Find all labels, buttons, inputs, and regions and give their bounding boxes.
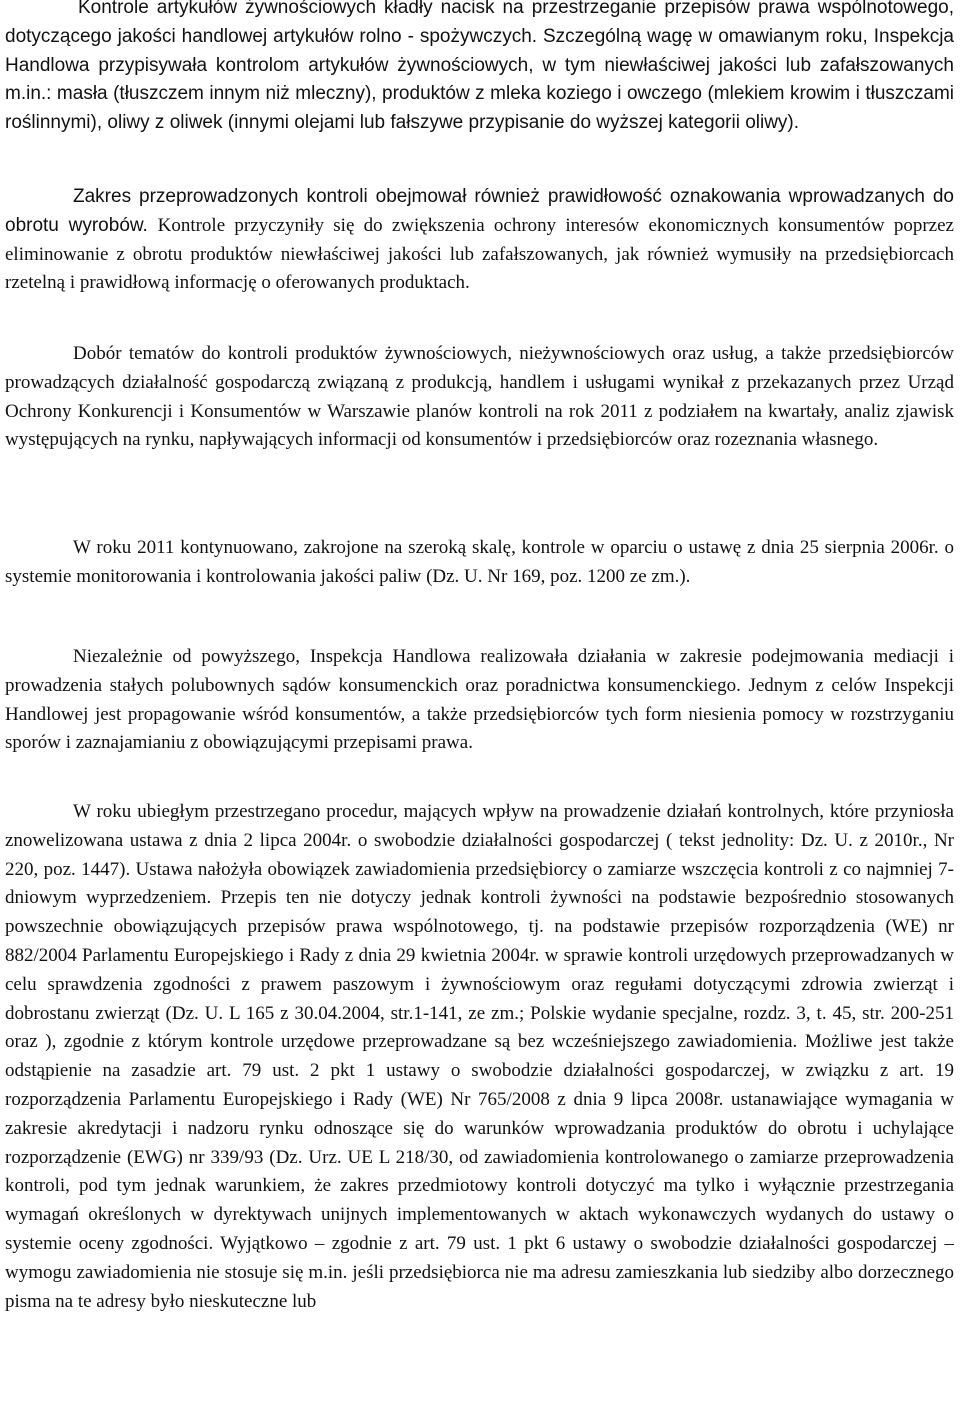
paragraph-food-inspection: [5, 0, 954, 138]
paragraph-fuel-quality: [5, 534, 954, 592]
paragraph-text: Kontrole przyczyniły się do zwiększenia ochrony interesów ekonomicznych konsumentów poprzez eliminowanie z obrotu produktów niewłaściwej jakości lub zafałszowanych, jak również wymusiły na przedsiębiorcach rzetelną i prawidłową informację o oferowanych produktach.: [5, 214, 954, 294]
paragraph-topic-selection: [5, 340, 954, 455]
paragraph-text: Kontrole artykułów żywnościowych kładły nacisk na przestrzeganie przepisów prawa wspólnotowego, dotyczącego jakości handlowej artykułów rolno - spożywczych. Szczególną wagę w omawianym roku, Inspekcja Handlowa przypisywała kontrolom artykułów żywnościowych, w tym niewłaściwej jakości lub zafałszowanych m.in.: masła (tłuszczem innym niż mleczny), produktów z mleka koziego i owczego (mlekiem krowim i tłuszczami roślinnymi), oliwy z oliwek (innymi olejami lub fałszywe przypisanie do wyższej kategorii oliwy).: [5, 0, 954, 134]
paragraph-text: Niezależnie od powyższego, Inspekcja Handlowa realizowała działania w zakresie podejmowania mediacji i prowadzenia stałych polubownych sądów konsumenckich oraz poradnictwa konsumenckiego. Jednym z celów Inspekcji Handlowej jest propagowanie wśród konsumentów, a także przedsiębiorców tych form niesienia pomocy w rozstrzyganiu sporów i zaznajamianiu z obowiązującymi przepisami prawa.: [5, 646, 954, 754]
paragraph-text: Zakres przeprowadzonych kontroli obejmował również prawidłowość oznakowania wprowadzanych do obrotu wyrobów.: [5, 186, 954, 236]
paragraph-text: W roku 2011 kontynuowano, zakrojone na szeroką skalę, kontrole w oparciu o ustawę z dnia 25 sierpnia 2006r. o systemie monitorowania i kontrolowania jakości paliw (Dz. U. Nr 169, poz. 1200 ze zm.).: [5, 537, 954, 587]
paragraph-procedures: [5, 798, 954, 1316]
paragraph-mediation: [5, 643, 954, 758]
paragraph-labeling-scope: [5, 183, 954, 298]
paragraph-text: Dobór tematów do kontroli produktów żywnościowych, nieżywnościowych oraz usług, a także przedsiębiorców prowadzących działalność gospodarczą związaną z produkcją, handlem i usługami wynikał z przekazanych przez Urząd Ochrony Konkurencji i Konsumentów w Warszawie planów kontroli na rok 2011 z podziałem na kwartały, analiz zjawisk występujących na rynku, napływających informacji od konsumentów i przedsiębiorców oraz rozeznania własnego.: [5, 343, 954, 451]
paragraph-text: W roku ubiegłym przestrzegano procedur, mających wpływ na prowadzenie działań kontrolnych, które przyniosła znowelizowana ustawa z dnia 2 lipca 2004r. o swobodzie działalności gospodarczej ( tekst jednolity: Dz. U. z 2010r., Nr 220, poz. 1447). Ustawa nałożyła obowiązek zawiadomienia przedsiębiorcy o zamiarze wszczęcia kontroli z co najmniej 7-dniowym wyprzedzeniem. Przepis ten nie dotyczy jednak kontroli żywności na podstawie bezpośrednio stosowanych powszechnie obowiązujących przepisów prawa wspólnotowego, tj. na podstawie przepisów rozporządzenia (WE) nr 882/2004 Parlamentu Europejskiego i Rady z dnia 29 kwietnia 2004r. w sprawie kontroli urzędowych przeprowadzanych w celu sprawdzenia zgodności z prawem paszowym i żywnościowym oraz regułami dotyczącymi zdrowia zwierząt i dobrostanu zwierząt (Dz. U. L 165 z 30.04.2004, str.1-141, ze zm.; Polskie wydanie specjalne, rozdz. 3, t. 45, str. 200-251 oraz ), zgodnie z którym kontrole urzędowe przeprowadzane są bez wcześniejszego zawiadomienia. Możliwe jest także odstąpienie na zasadzie art. 79 ust. 2 pkt 1 ustawy o swobodzie działalności gospodarczej, w związku z art. 19 rozporządzenia Parlamentu Europejskiego i Rady (WE) Nr 765/2008 z dnia 9 lipca 2008r. ustanawiające wymagania w zakresie akredytacji i nadzoru rynku odnoszące się do warunków wprowadzania produktów do obrotu i uchylające rozporządzenie (EWG) nr 339/93 (Dz. Urz. UE L 218/30, od zawiadomienia kontrolowanego o zamiarze przeprowadzenia kontroli, pod tym jednak warunkiem, że zakres przedmiotowy kontroli dotyczyć ma tylko i wyłącznie przestrzegania wymagań określonych w dyrektywach unijnych implementowanych w aktach wykonawczych wydanych do ustawy o systemie oceny zgodności. Wyjątkowo – zgodnie z art. 79 ust. 1 pkt 6 ustawy o swobodzie działalności gospodarczej – wymogu zawiadomienia nie stosuje się m.in. jeśli przedsiębiorca nie ma adresu zamieszkania lub siedziby albo dorzecznego pisma na te adresy było nieskuteczne lub: [5, 801, 954, 1312]
